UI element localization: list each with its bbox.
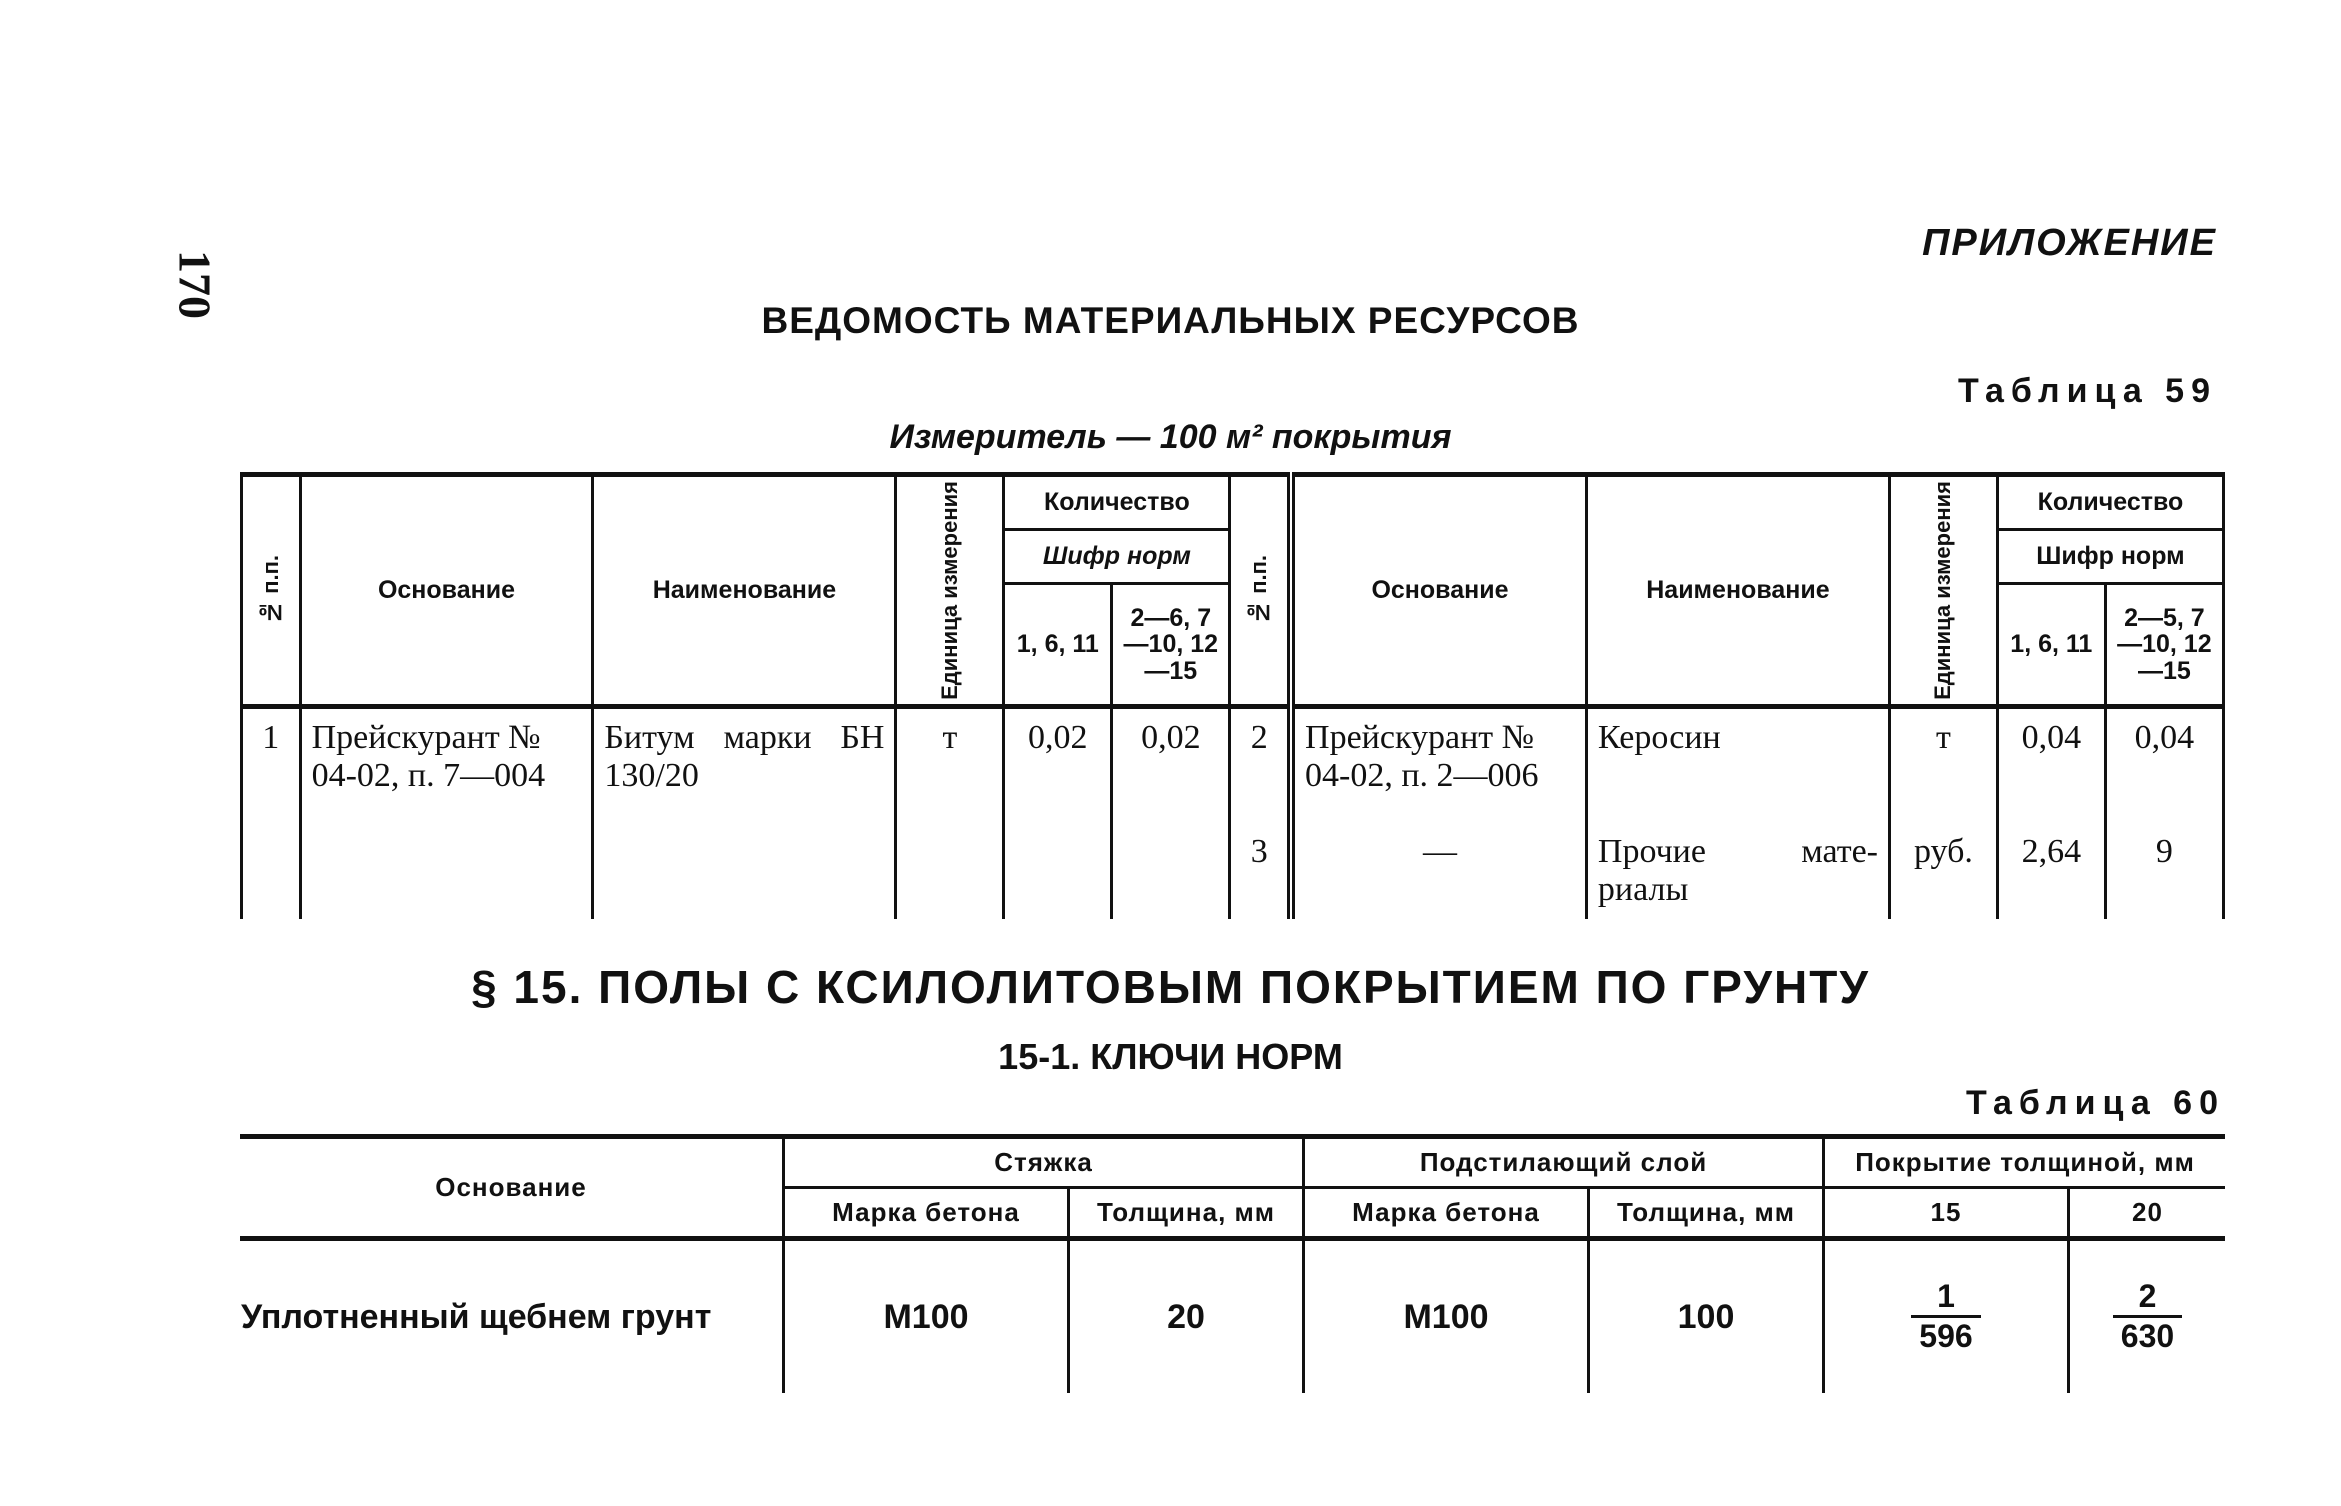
col-coating-15: 15 <box>1824 1188 2069 1239</box>
col-coating-20: 20 <box>2069 1188 2226 1239</box>
statement-title: ВЕДОМОСТЬ МАТЕРИАЛЬНЫХ РЕСУРСОВ <box>761 300 1580 341</box>
cell-basis: Уплотненный щебнем грунт <box>240 1239 784 1394</box>
cell-unit-right: руб. <box>1890 823 1998 919</box>
col-basis: Основание <box>300 475 593 707</box>
table-59-meter: Измеритель — 100 м² покрытия <box>889 418 1452 456</box>
col-b-right: 2—5, 7—10, 12—15 <box>2105 584 2223 707</box>
table-row <box>240 1239 2225 1394</box>
cell-basis-right: — <box>1291 823 1586 919</box>
col-under-thickness: Толщина, мм <box>1589 1188 1824 1239</box>
col-screed-thickness: Толщина, мм <box>1069 1188 1304 1239</box>
cell-num-right: 3 <box>1230 823 1291 919</box>
col-num: № п.п. <box>242 475 301 707</box>
page-number: 170 <box>169 250 221 319</box>
col-a: 1, 6, 11 <box>1004 584 1112 707</box>
col-name: Наименование <box>593 475 896 707</box>
cell-under-thickness: 100 <box>1589 1239 1824 1394</box>
cell-b: 0,02 <box>1112 706 1230 919</box>
col-b: 2—6, 7—10, 12—15 <box>1112 584 1230 707</box>
cell-b-right: 9 <box>2105 823 2223 919</box>
col-basis-right: Основание <box>1291 475 1586 707</box>
cell-unit-right: т <box>1890 706 1998 823</box>
col-code: Шифр норм <box>1004 530 1230 584</box>
cell-unit: т <box>896 706 1004 919</box>
cell-basis-right: Прейскурант № 04-02, п. 2—006 <box>1291 706 1586 823</box>
col-screed: Стяжка <box>784 1137 1304 1188</box>
cell-a-right: 2,64 <box>1997 823 2105 919</box>
col-screed-grade: Марка бетона <box>784 1188 1069 1239</box>
col-under-grade: Марка бетона <box>1304 1188 1589 1239</box>
appendix-label: ПРИЛОЖЕНИЕ <box>1922 222 2217 264</box>
table-row <box>242 706 2224 823</box>
cell-coating-20 <box>2069 1239 2226 1394</box>
cell-basis: Прейскурант № 04-02, п. 7—004 <box>300 706 593 919</box>
table-60 <box>240 1134 2225 1393</box>
col-qty: Количество <box>1004 475 1230 530</box>
col-underlayer: Подстилающий слой <box>1304 1137 1824 1188</box>
cell-coating-15 <box>1824 1239 2069 1394</box>
table-60-label: Таблица 60 <box>1966 1084 2225 1122</box>
table-59 <box>240 472 2225 919</box>
col-code-right: Шифр норм <box>1997 530 2223 584</box>
col-a-right: 1, 6, 11 <box>1997 584 2105 707</box>
cell-name: Битум марки БН 130/20 <box>593 706 896 919</box>
cell-name-right: Керосин <box>1586 706 1889 823</box>
cell-num: 1 <box>242 706 301 919</box>
col-unit: Единица измерения <box>896 475 1004 707</box>
cell-screed-grade: М100 <box>784 1239 1069 1394</box>
cell-b-right: 0,04 <box>2105 706 2223 823</box>
col-basis: Основание <box>240 1137 784 1239</box>
cell-a: 0,02 <box>1004 706 1112 919</box>
cell-num-right: 2 <box>1230 706 1291 823</box>
col-name-right: Наименование <box>1586 475 1889 707</box>
norm-key-fraction: $\frac{1}{596}$ <box>1911 1278 1980 1355</box>
col-qty-right: Количество <box>1997 475 2223 530</box>
cell-name-right: Прочие мате-риалы <box>1586 823 1889 919</box>
table-59-label: Таблица 59 <box>1958 372 2217 410</box>
section-title: § 15. ПОЛЫ С КСИЛОЛИТОВЫМ ПОКРЫТИЕМ ПО ГРУНТУ <box>471 961 1870 1013</box>
col-num-right: № п.п. <box>1230 475 1291 707</box>
cell-screed-thickness: 20 <box>1069 1239 1304 1394</box>
cell-a-right: 0,04 <box>1997 706 2105 823</box>
col-coating: Покрытие толщиной, мм <box>1824 1137 2226 1188</box>
cell-under-grade: М100 <box>1304 1239 1589 1394</box>
subsection-title: 15-1. КЛЮЧИ НОРМ <box>998 1036 1343 1077</box>
col-unit-right: Единица измерения <box>1890 475 1998 707</box>
norm-key-fraction: $\frac{2}{630}$ <box>2113 1278 2182 1355</box>
